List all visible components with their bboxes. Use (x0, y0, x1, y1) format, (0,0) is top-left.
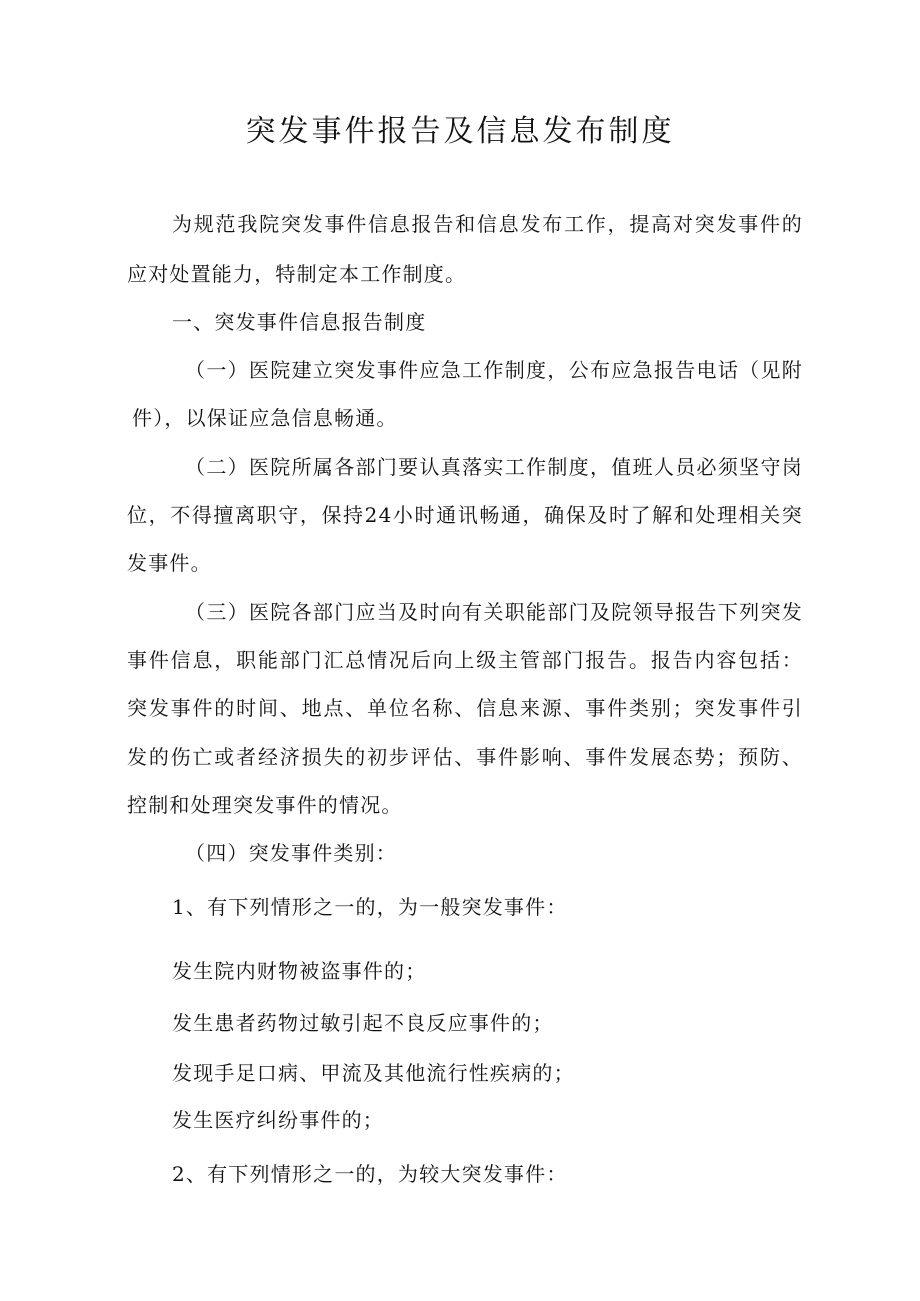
paragraph-line: 突发事件的时间、地点、单位名称、信息来源、事件类别；突发事件引 (127, 696, 803, 720)
paragraph-line: 应对处置能力，特制定本工作制度。 (127, 262, 467, 286)
paragraph-line: 事件信息，职能部门汇总情况后向上级主管部门报告。报告内容包括： (127, 648, 803, 672)
section-heading: （四）突发事件类别： (185, 841, 397, 865)
section-heading: 一、突发事件信息报告制度 (172, 310, 427, 334)
paragraph-line: 发事件。 (127, 551, 212, 575)
paragraph-line: 控制和处理突发事件的情况。 (127, 793, 403, 817)
paragraph-line: 发的伤亡或者经济损失的初步评估、事件影响、事件发展态势；预防、 (127, 745, 803, 769)
paragraph-line: 为规范我院突发事件信息报告和信息发布工作，提高对突发事件的 (172, 212, 803, 236)
list-item: 发生院内财物被盗事件的； (172, 959, 427, 983)
paragraph-line: （一）医院建立突发事件应急工作制度，公布应急报告电话（见附 (185, 358, 803, 382)
list-heading: 1、有下列情形之一的，为一般突发事件： (172, 895, 568, 919)
list-item: 发生医疗纠纷事件的； (172, 1108, 384, 1132)
paragraph-line: （二）医院所属各部门要认真落实工作制度，值班人员必须坚守岗 (185, 455, 803, 479)
document-title: 突发事件报告及信息发布制度 (245, 114, 675, 149)
list-heading: 2、有下列情形之一的，为较大突发事件： (172, 1162, 568, 1186)
list-item: 发生患者药物过敏引起不良反应事件的； (172, 1011, 554, 1035)
list-item: 发现手足口病、甲流及其他流行性疾病的； (172, 1061, 575, 1085)
paragraph-line: （三）医院各部门应当及时向有关职能部门及院领导报告下列突发 (185, 600, 803, 624)
paragraph-line: 件），以保证应急信息畅通。 (132, 406, 398, 430)
paragraph-line: 位，不得擅离职守，保持24小时通讯畅通，确保及时了解和处理相关突 (127, 503, 803, 527)
